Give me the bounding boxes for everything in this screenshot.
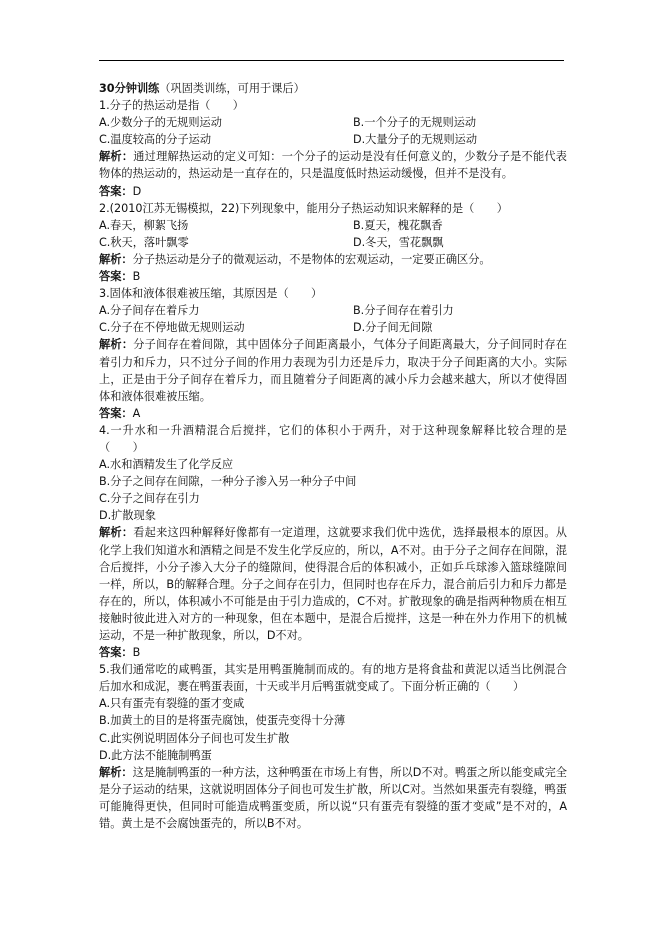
q5-option-d: D.此方法不能腌制鸭蛋: [99, 748, 212, 762]
q2-answer-value: B: [132, 270, 141, 284]
document-body: [99, 80, 567, 832]
q1-option-d: D.大量分子的无规则运动: [353, 133, 478, 147]
answer-label: 答案：: [99, 646, 133, 660]
q2-option-a: A.春天，柳絮飞扬: [99, 218, 189, 232]
q2-analysis: [99, 251, 567, 268]
section-subtitle: （巩固类训练，可用于课后）: [159, 82, 305, 95]
q1-analysis: [99, 148, 567, 182]
q4-option-a: A.水和酒精发生了化学反应: [99, 458, 234, 472]
q5-option-c: C.此实例说明固体分子间也可发生扩散: [99, 731, 290, 745]
q4-answer: [99, 644, 567, 661]
q2-option-b: B.夏天，槐花飘香: [353, 218, 443, 232]
answer-label: 答案：: [99, 406, 133, 420]
q1-answer: [99, 183, 567, 200]
q5-analysis-text: 这是腌制鸭蛋的一种方法，这种鸭蛋在市场上有售，所以D不对。鸭蛋之所以能变咸完全是分子运动的结果，这就说明固体分子间也可发生扩散，所以C对。当然如果蛋壳有裂缝，鸭蛋可能腌得更快，但同时可能造成鸭蛋变质，所以说“只有蛋壳有裂缝的蛋才变咸”是不对的，A错。黄土是不会腐蚀蛋壳的，所以B不对。: [99, 765, 567, 831]
question-2-options-row-2: [99, 234, 567, 251]
q5-analysis: [99, 764, 567, 832]
q2-option-d: D.冬天，雪花飘飘: [353, 235, 444, 249]
question-3-stem: 3.固体和液体很难被压缩，其原因是（ ）: [99, 287, 323, 301]
q4-analysis: [99, 524, 567, 644]
section-heading: [99, 80, 567, 97]
question-1-stem: 1.分子的热运动是指（ ）: [99, 99, 244, 113]
question-2-options-row-1: [99, 217, 567, 234]
question-3-options-row-1: [99, 302, 567, 319]
question-2-stem: 2.(2010江苏无锡模拟，22)下列现象中，能用分子热运动知识来解释的是（ ）: [99, 201, 508, 215]
q4-answer-value: B: [132, 646, 141, 660]
q2-analysis-text: 分子热运动是分子的微观运动，不是物体的宏观运动，一定要正确区分。: [132, 252, 491, 266]
q4-option-b: B.分子之间存在间隙，一种分子渗入另一种分子中间: [99, 475, 357, 489]
analysis-label: 解析：: [99, 252, 133, 266]
q3-option-c: C.分子在不停地做无规则运动: [99, 321, 245, 335]
q3-analysis-text: 分子间存在着间隙，其中固体分子间距离最小，气体分子间距离最大，分子间同时存在着引力和斥力，只不过分子间的作用力表现为引力还是斥力，取决于分子间距离的大小。实际上，正是由于分子间存在着斥力，而且随着分子间距离的减小斥力会越来越大，所以才使得固体和液体很难被压缩。: [99, 338, 567, 403]
answer-label: 答案：: [99, 184, 133, 198]
q3-option-a: A.分子间存在着斥力: [99, 304, 200, 318]
q3-answer: [99, 405, 567, 422]
analysis-label: 解析：: [99, 526, 134, 540]
question-1-options-row-1: [99, 114, 567, 131]
header-rule: [99, 60, 564, 61]
question-5-stem: 5.我们通常吃的咸鸭蛋，其实是用鸭蛋腌制而成的。有的地方是将食盐和黄泥以适当比例混合后加水和成泥，裹在鸭蛋表面，十天或半月后鸭蛋就变咸了。下面分析正确的（ ）: [99, 663, 567, 694]
q4-analysis-text: 看起来这四种解释好像都有一定道理，这就要求我们优中选优，选择最根本的原因。从化学上我们知道水和酒精之间是不发生化学反应的，所以，A不对。由于分子之间存在间隙，混合后搅拌，小分子渗入大分子的缝隙间，使得混合后的体积减小，正如乒乓球渗入篮球缝隙间一样，所以，B的解释合理。分子之间存在引力，但同时也存在斥力，混合前后引力和斥力都是存在的，所以，体积减小不可能是由于引力造成的，C不对。扩散现象的确是指两种物质在相互接触时彼此进入对方的一种现象，但在本题中，是混合后搅拌，这是一种在外力作用下的机械运动，不是一种扩散现象，所以，D不对。: [99, 526, 567, 642]
section-title: 30分钟训练: [99, 82, 160, 95]
q2-answer: [99, 268, 567, 285]
q3-option-d: D.分子间无间隙: [353, 321, 433, 335]
q3-analysis: [99, 336, 567, 404]
answer-label: 答案：: [99, 270, 133, 284]
q1-option-c: C.温度较高的分子运动: [99, 133, 212, 147]
q1-option-b: B.一个分子的无规则运动: [353, 116, 477, 130]
q1-option-a: A.少数分子的无规则运动: [99, 116, 222, 130]
q3-option-b: B.分子间存在着引力: [353, 304, 454, 318]
q4-option-c: C.分子之间存在引力: [99, 492, 200, 506]
analysis-label: 解析：: [99, 150, 134, 164]
question-4-stem: 4.一升水和一升酒精混合后搅拌，它们的体积小于两升，对于这种现象解释比较合理的是（ ）: [99, 423, 567, 454]
q2-option-c: C.秋天，落叶飘零: [99, 235, 189, 249]
q5-option-a: A.只有蛋壳有裂缝的蛋才变咸: [99, 697, 245, 711]
analysis-label: 解析：: [99, 338, 134, 352]
q1-answer-value: D: [132, 184, 142, 198]
q3-answer-value: A: [132, 406, 141, 420]
question-1-options-row-2: [99, 131, 567, 148]
analysis-label: 解析：: [99, 765, 133, 779]
q1-analysis-text: 通过理解热运动的定义可知：一个分子的运动是没有任何意义的，少数分子是不能代表物体的热运动的，热运动是一直存在的，只是温度低时热运动缓慢，但并不是没有。: [99, 150, 567, 181]
q5-option-b: B.加黄土的目的是将蛋壳腐蚀，使蛋壳变得十分薄: [99, 714, 346, 728]
question-3-options-row-2: [99, 319, 567, 336]
q4-option-d: D.扩散现象: [99, 509, 156, 523]
